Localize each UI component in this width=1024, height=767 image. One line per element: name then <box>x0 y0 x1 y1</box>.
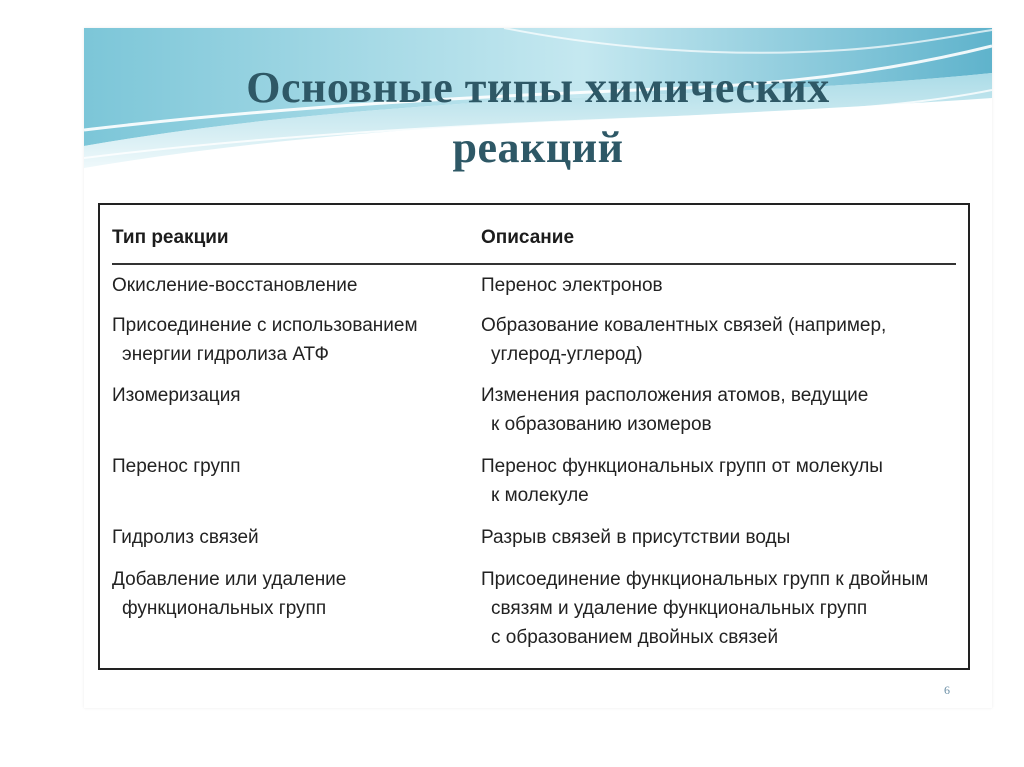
description-cell <box>481 271 961 300</box>
cell-line: к образованию изомеров <box>491 414 712 435</box>
reaction-types-table <box>98 203 970 670</box>
cell-line: Присоединение функциональных групп к двойным <box>481 569 929 590</box>
description-cell <box>481 452 961 510</box>
reaction-type-cell <box>112 452 472 481</box>
header-divider <box>112 263 956 265</box>
description-cell <box>481 565 961 652</box>
cell-line: Гидролиз связей <box>112 527 259 548</box>
cell-line: Добавление или удаление <box>112 569 347 590</box>
cell-line: Присоединение с использованием <box>112 315 418 336</box>
cell-line: Перенос функциональных групп от молекулы <box>481 456 883 477</box>
cell-line: функциональных групп <box>122 598 327 619</box>
description-cell <box>481 311 961 369</box>
slide <box>84 28 992 708</box>
cell-line: связям и удаление функциональных групп <box>491 598 868 619</box>
cell-line: Изомеризация <box>112 385 241 406</box>
title-line-1: Основные типы химических <box>246 63 830 112</box>
cell-line: Изменения расположения атомов, ведущие <box>481 385 869 406</box>
cell-line: к молекуле <box>491 485 589 506</box>
reaction-type-cell <box>112 523 472 552</box>
reaction-type-cell <box>112 271 472 300</box>
cell-line: углерод-углерод) <box>491 344 643 365</box>
reaction-type-cell <box>112 565 472 623</box>
cell-line: энергии гидролиза АТФ <box>122 344 329 365</box>
title-line-2: реакций <box>452 123 624 172</box>
column-header-type: Тип реакции <box>112 227 229 248</box>
cell-line: Разрыв связей в присутствии воды <box>481 527 791 548</box>
column-header-description: Описание <box>481 227 575 248</box>
cell-line: Перенос групп <box>112 456 241 477</box>
page-number: 6 <box>944 683 950 697</box>
cell-line: Перенос электронов <box>481 275 663 296</box>
cell-line: Образование ковалентных связей (например, <box>481 315 887 336</box>
description-cell <box>481 523 961 552</box>
cell-line: с образованием двойных связей <box>491 627 779 648</box>
reaction-type-cell <box>112 381 472 410</box>
slide-title <box>84 58 992 178</box>
description-cell <box>481 381 961 439</box>
reaction-type-cell <box>112 311 472 369</box>
cell-line: Окисление-восстановление <box>112 275 358 296</box>
